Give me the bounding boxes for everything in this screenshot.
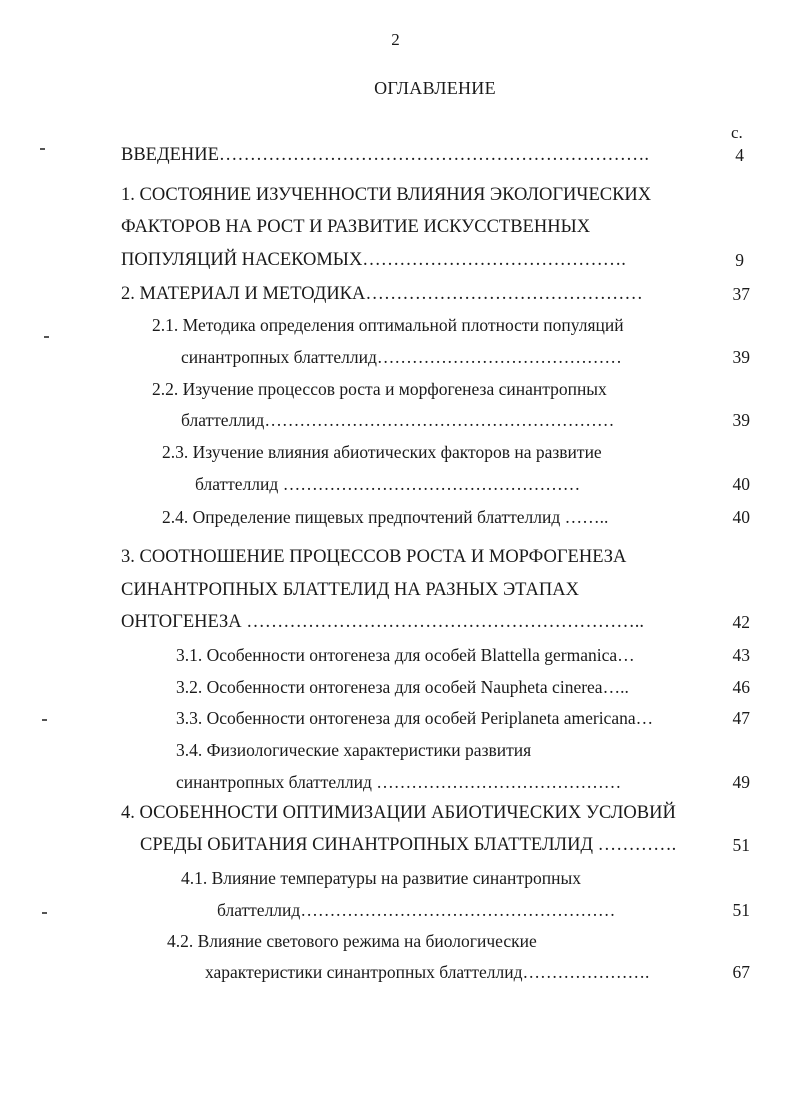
toc-entry-page: 39 xyxy=(732,347,750,367)
toc-entry-line: 2.4. Определение пищевых предпочтений блаттеллид …….. xyxy=(162,507,609,527)
scan-speck xyxy=(40,148,45,150)
toc-entry-line: 2.2. Изучение процессов роста и морфогенеза синантропных xyxy=(152,379,607,399)
toc-entry-line: синантропных блаттеллид…………………………………… xyxy=(181,347,622,367)
toc-entry-page: 40 xyxy=(732,507,750,527)
toc-entry-line: 3.2. Особенности онтогенеза для особей Naupheta cinerea….. xyxy=(176,677,629,697)
scan-speck xyxy=(44,336,49,338)
toc-entry-line: ПОПУЛЯЦИЙ НАСЕКОМЫХ……………………………………. xyxy=(121,250,626,270)
scan-speck xyxy=(42,912,47,914)
toc-entry-page: 42 xyxy=(732,612,750,632)
toc-title: ОГЛАВЛЕНИЕ xyxy=(374,78,496,98)
toc-entry-page: 43 xyxy=(732,645,750,665)
toc-entry-page: 51 xyxy=(732,900,750,920)
toc-entry-line: 4. ОСОБЕННОСТИ ОПТИМИЗАЦИИ АБИОТИЧЕСКИХ УСЛОВИЙ xyxy=(121,803,676,823)
toc-entry-line: 3.1. Особенности онтогенеза для особей Blattella germanica… xyxy=(176,645,635,665)
toc-entry-line: 3.3. Особенности онтогенеза для особей Periplaneta americana… xyxy=(176,708,654,728)
toc-entry-page: 47 xyxy=(732,708,750,728)
toc-entry-page: 9 xyxy=(735,250,744,270)
page-number: 2 xyxy=(391,30,400,49)
toc-entry-page: 67 xyxy=(732,962,750,982)
toc-entry-page: 51 xyxy=(732,835,750,855)
toc-entry-line: 3.4. Физиологические характеристики развития xyxy=(176,740,532,760)
toc-entry-line: 4.2. Влияние светового режима на биологические xyxy=(167,931,537,951)
toc-entry-page: 49 xyxy=(732,772,750,792)
toc-entry-line: 3. СООТНОШЕНИЕ ПРОЦЕССОВ РОСТА И МОРФОГЕНЕЗА xyxy=(121,547,627,567)
toc-entry-line: блаттеллид…………………………………………………… xyxy=(181,410,615,430)
toc-entry-line: 2. МАТЕРИАЛ И МЕТОДИКА……………………………………… xyxy=(121,284,643,304)
toc-entry-page: 37 xyxy=(732,284,750,304)
toc-entry-line: ВВЕДЕНИЕ……………………………………………………………. xyxy=(121,145,650,165)
toc-entry-line: блаттеллид……………………………………………… xyxy=(217,900,616,920)
toc-entry-page: 40 xyxy=(732,474,750,494)
toc-entry-page: 39 xyxy=(732,410,750,430)
toc-entry-line: блаттеллид …………………………………………… xyxy=(195,474,581,494)
toc-entry-line: характеристики синантропных блаттеллид…………………. xyxy=(205,962,650,982)
toc-entry-line: ФАКТОРОВ НА РОСТ И РАЗВИТИЕ ИСКУССТВЕННЫХ xyxy=(121,217,591,237)
toc-entry-line: СИНАНТРОПНЫХ БЛАТТЕЛИД НА РАЗНЫХ ЭТАПАХ xyxy=(121,580,579,600)
toc-entry-line: ОНТОГЕНЕЗА ……………………………………………………….. xyxy=(121,612,645,632)
toc-entry-line: 2.1. Методика определения оптимальной плотности популяций xyxy=(152,315,624,335)
toc-entry-line: 4.1. Влияние температуры на развитие синантропных xyxy=(181,868,582,888)
toc-entry-page: 4 xyxy=(735,145,744,165)
toc-entry-page: 46 xyxy=(732,677,750,697)
toc-entry-line: 1. СОСТОЯНИЕ ИЗУЧЕННОСТИ ВЛИЯНИЯ ЭКОЛОГИЧЕСКИХ xyxy=(121,185,652,205)
toc-entry-line: синантропных блаттеллид …………………………………… xyxy=(176,772,622,792)
toc-entry-line: СРЕДЫ ОБИТАНИЯ СИНАНТРОПНЫХ БЛАТТЕЛЛИД …………. xyxy=(140,835,677,855)
toc-entry-line: 2.3. Изучение влияния абиотических факторов на развитие xyxy=(162,442,602,462)
scan-speck xyxy=(42,719,47,721)
page-column-label: с. xyxy=(731,123,743,142)
